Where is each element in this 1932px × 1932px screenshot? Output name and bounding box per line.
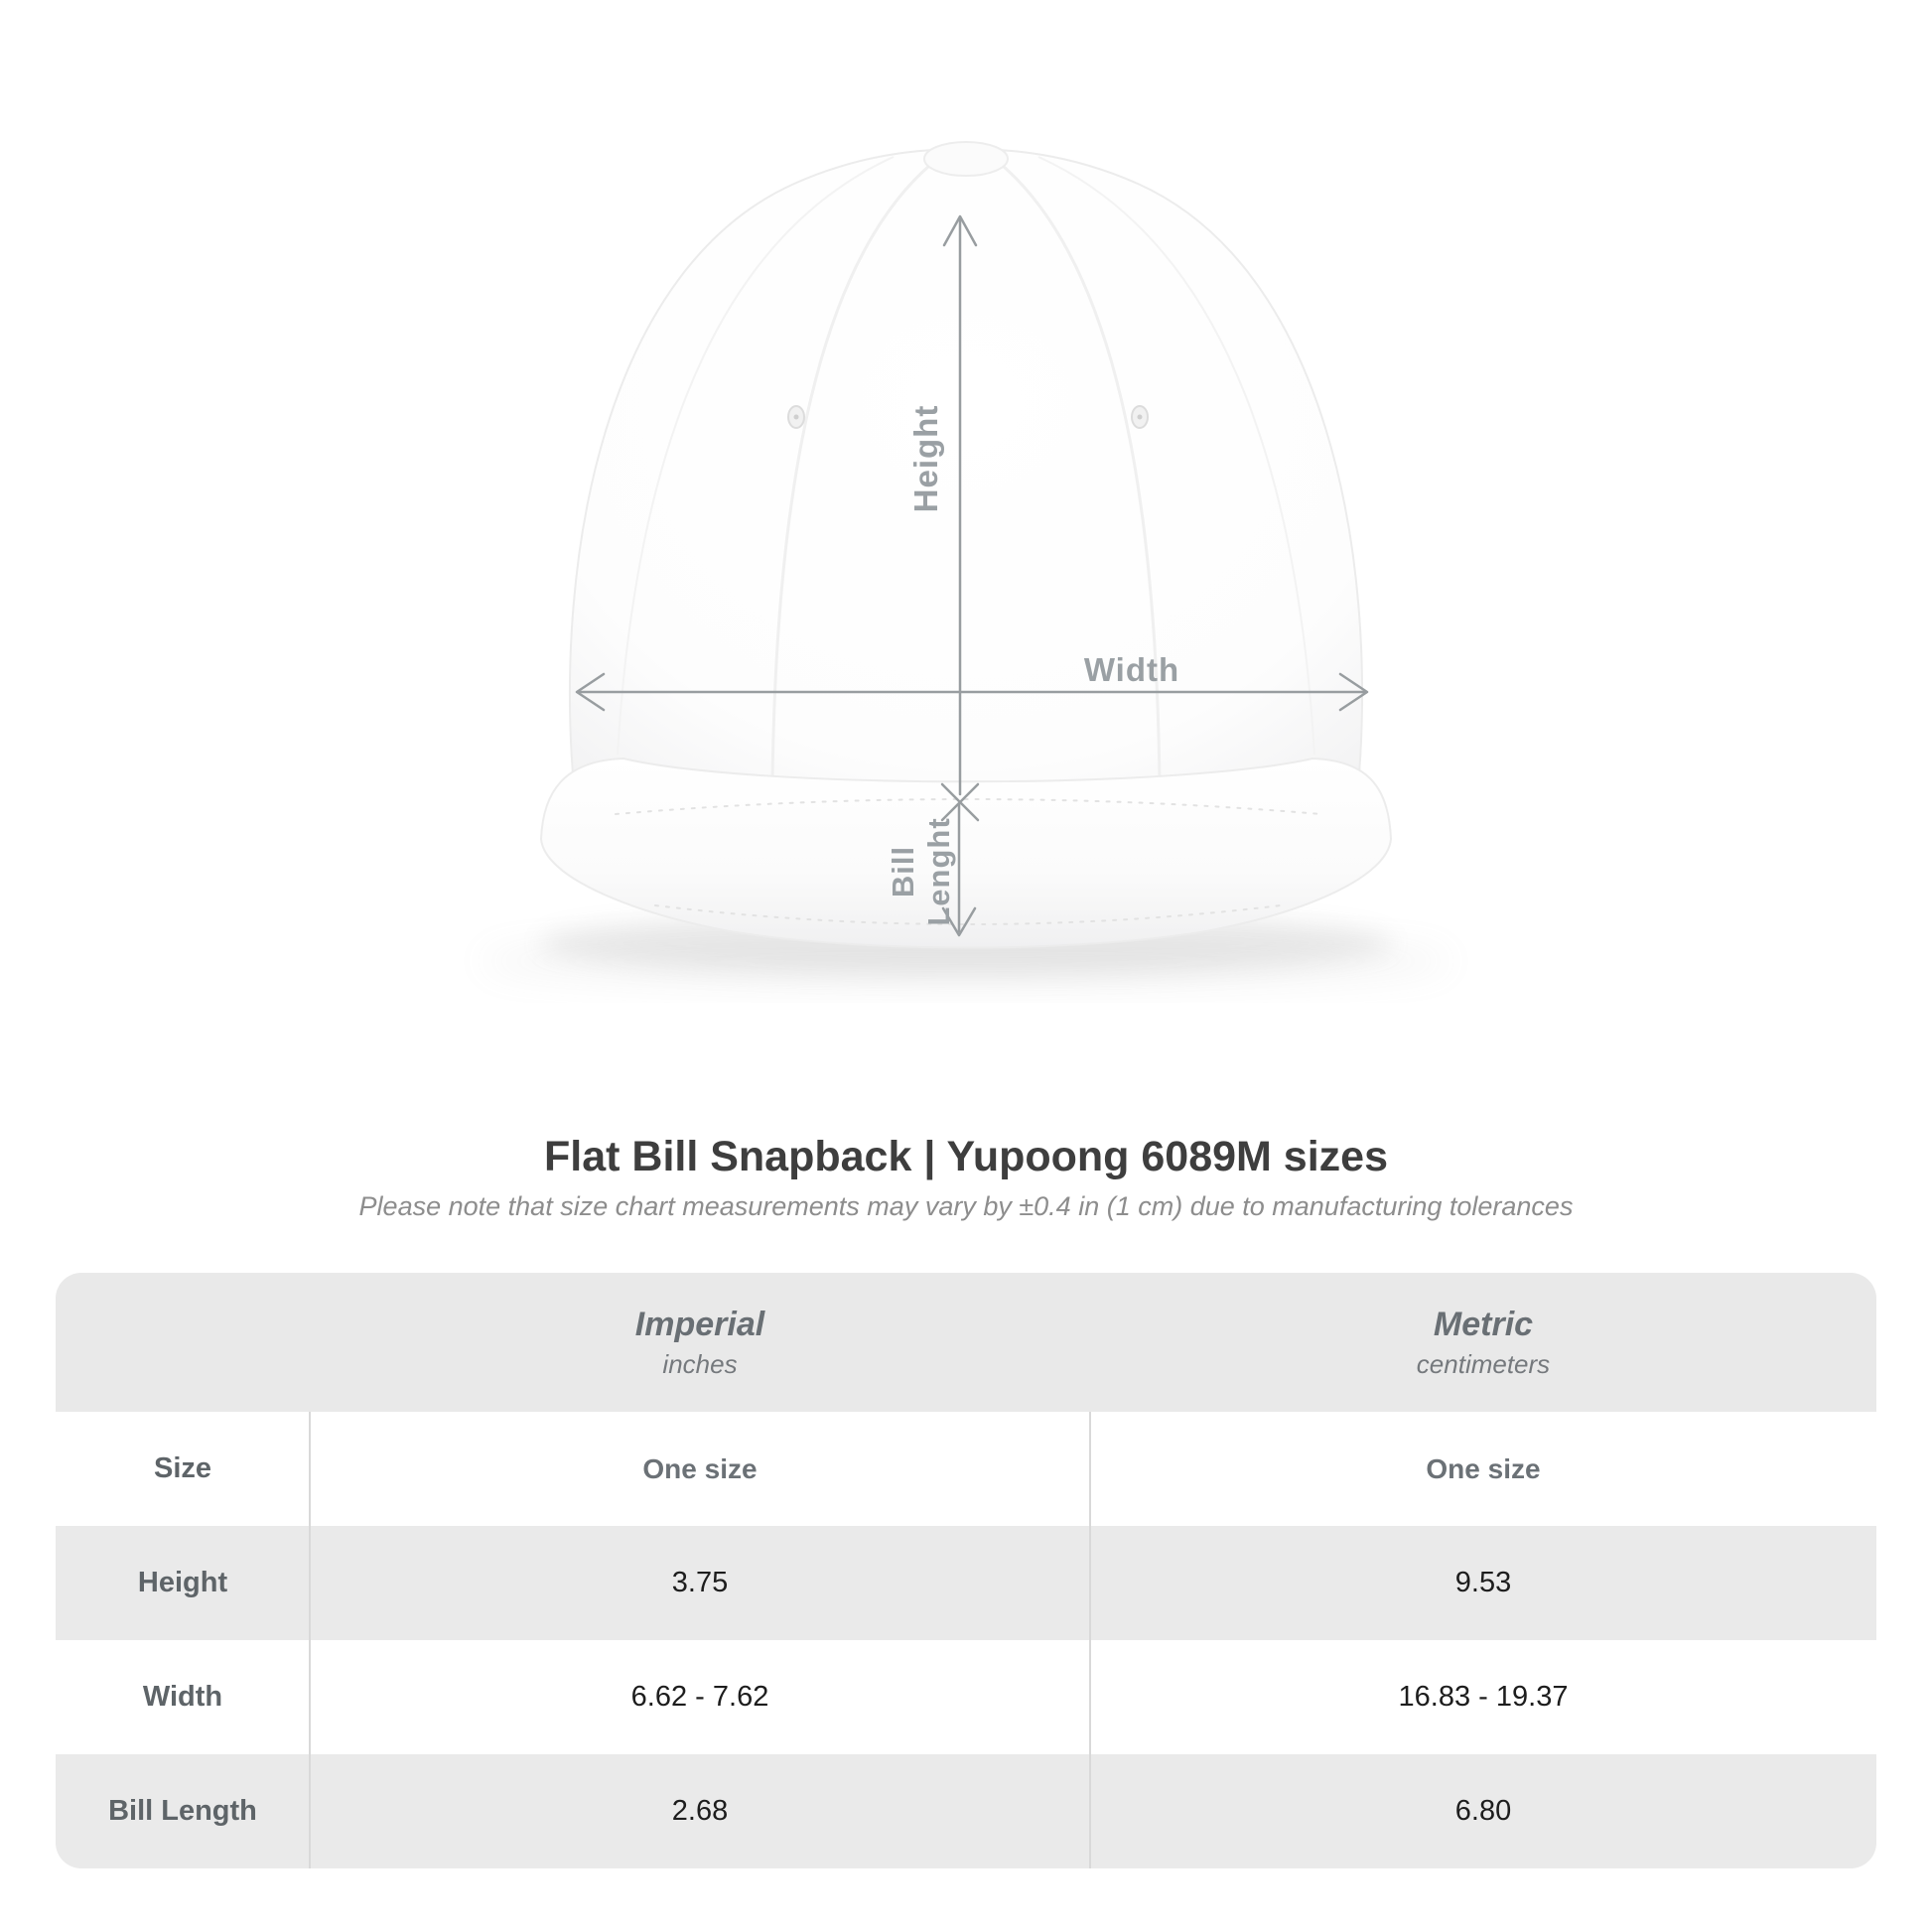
metric-value bbox=[1090, 1567, 1876, 1599]
metric-value-text: One size bbox=[1426, 1452, 1541, 1484]
imperial-value bbox=[310, 1681, 1090, 1714]
row-label: Bill Length bbox=[108, 1795, 257, 1827]
table-header bbox=[56, 1273, 1876, 1412]
size-chart-table bbox=[56, 1273, 1876, 1868]
hat-button bbox=[924, 142, 1008, 176]
imperial-value-text: 2.68 bbox=[671, 1795, 729, 1827]
metric-value-text: 16.83 - 19.37 bbox=[1398, 1681, 1569, 1713]
imperial-unit: inches bbox=[662, 1348, 738, 1379]
imperial-value bbox=[310, 1453, 1090, 1485]
metric-value bbox=[1090, 1453, 1876, 1485]
column-divider-2 bbox=[1089, 1412, 1091, 1868]
metric-value-text: 9.53 bbox=[1454, 1567, 1512, 1598]
table-row-size bbox=[56, 1412, 1876, 1526]
row-label: Size bbox=[153, 1452, 212, 1484]
hat-bill bbox=[541, 759, 1391, 948]
imperial-value-text: 3.75 bbox=[671, 1567, 729, 1598]
svg-text:Bill: Bill bbox=[886, 845, 920, 898]
metric-value-text: 6.80 bbox=[1454, 1795, 1512, 1827]
imperial-value-text: 6.62 - 7.62 bbox=[630, 1681, 769, 1713]
imperial-value-text: One size bbox=[642, 1452, 758, 1484]
metric-unit: centimeters bbox=[1416, 1348, 1551, 1379]
table-row-bill-length bbox=[56, 1754, 1876, 1868]
width-label: Width bbox=[1083, 651, 1180, 688]
imperial-value bbox=[310, 1795, 1090, 1828]
table-row-height bbox=[56, 1526, 1876, 1640]
column-divider-1 bbox=[309, 1412, 311, 1868]
metric-value bbox=[1090, 1681, 1876, 1714]
height-label: Height bbox=[907, 404, 944, 513]
table-row-width bbox=[56, 1640, 1876, 1754]
page-title: Flat Bill Snapback | Yupoong 6089M sizes bbox=[544, 1133, 1388, 1180]
svg-text:Lenght: Lenght bbox=[921, 817, 956, 926]
row-label: Width bbox=[142, 1681, 223, 1713]
title-block bbox=[0, 1132, 1932, 1223]
hat-illustration bbox=[480, 142, 1452, 987]
imperial-value bbox=[310, 1567, 1090, 1599]
row-label: Height bbox=[137, 1567, 228, 1598]
imperial-header bbox=[310, 1306, 1090, 1380]
hat-crown bbox=[570, 149, 1362, 816]
eyelet-right bbox=[1132, 406, 1148, 428]
eyelet-left bbox=[788, 406, 804, 428]
metric-title: Metric bbox=[1433, 1305, 1534, 1343]
page-subtitle: Please note that size chart measurements may vary by ±0.4 in (1 cm) due to manufacturing tolerances bbox=[358, 1191, 1574, 1221]
imperial-title: Imperial bbox=[634, 1305, 765, 1343]
metric-value bbox=[1090, 1795, 1876, 1828]
metric-header bbox=[1090, 1306, 1876, 1380]
